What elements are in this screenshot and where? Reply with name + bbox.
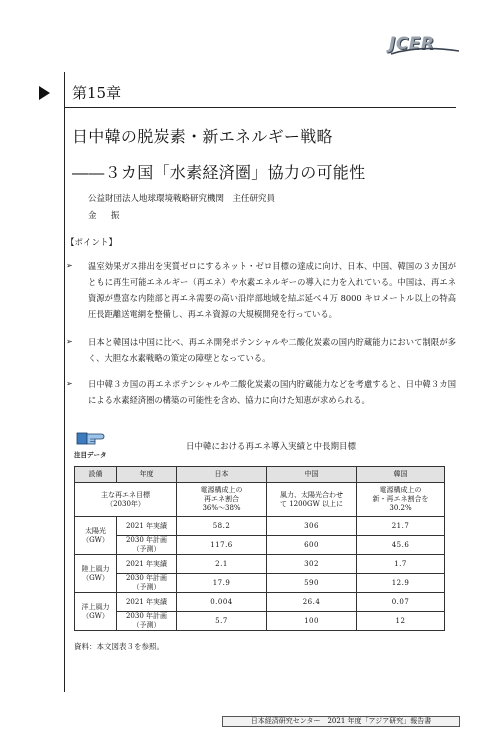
value-cell: 590: [267, 574, 357, 593]
source-note: 資料：本文図表３を参照。: [74, 642, 164, 651]
point-bullet-2: [66, 334, 456, 366]
value-cell: 45.6: [357, 536, 445, 555]
chapter-number: 第15章: [72, 84, 122, 102]
author-affiliation: 公益財団法人地球環境戦略研究機関 主任研究員: [88, 194, 276, 204]
group-label: 太陽光 （GW）: [75, 517, 117, 555]
year-cell: 2030 年計画 （予測）: [117, 574, 177, 593]
value-cell: 600: [267, 536, 357, 555]
value-cell: 0.004: [177, 593, 267, 612]
col-header: 韓国: [357, 467, 445, 483]
target-cell: 電源構成上の 新・再エネ割合を 30.2%: [357, 483, 445, 517]
point-bullet-1: [66, 258, 456, 322]
year-cell: 2030 年計画 （予測）: [117, 612, 177, 631]
renewables-table: [74, 466, 445, 631]
jcer-logo: [389, 34, 461, 54]
title-line-1: 日中韓の脱炭素・新エネルギー戦略: [72, 127, 333, 146]
value-cell: 26.4: [267, 593, 357, 612]
point-bullet-3: [66, 376, 456, 408]
bullet-text: 日本と韓国は中国に比べ、再エネ開発ポテンシャルや二酸化炭素の国内貯蔵能力において制限が多く、大胆な水素戦略の策定の障壁となっている。: [88, 337, 456, 363]
bullet-arrow-icon: ➢: [66, 379, 73, 388]
table-row: [75, 536, 445, 555]
col-header: 設備: [75, 467, 117, 483]
value-cell: 21.7: [357, 517, 445, 536]
value-cell: 5.7: [177, 612, 267, 631]
margin-rule-vertical: [64, 72, 65, 692]
bullet-text: 温室効果ガス排出を実質ゼロにするネット・ゼロ目標の達成に向け、日本、中国、韓国の３カ国がともに再生可能エネルギー（再エネ）や水素エネルギーの導入に力を入れている。中国は、再エネ資源が豊富な内陸部と再エネ需要の高い沿岸部地域を結ぶ延べ４万 8000 キロメートル以上の特高圧長距離送電網を整備し、再エネ資源の大規模開発を行っている。: [88, 261, 456, 319]
table-row: [75, 593, 445, 612]
logo-text: JCER: [389, 34, 435, 54]
bullet-arrow-icon: ➢: [66, 261, 73, 270]
col-header: 年度: [117, 467, 177, 483]
logo-swoosh-icon: [389, 47, 461, 56]
year-cell: 2030 年計画 （予測）: [117, 536, 177, 555]
target-label: 主な再エネ目標 （2030年）: [75, 483, 177, 517]
year-cell: 2021 年実績: [117, 593, 177, 612]
table-row: [75, 574, 445, 593]
value-cell: 117.6: [177, 536, 267, 555]
value-cell: 1.7: [357, 555, 445, 574]
note-data-label: 注目データ: [74, 451, 107, 459]
target-cell: 風力、太陽光合わせ て 1200GW 以上に: [267, 483, 357, 517]
value-cell: 0.07: [357, 593, 445, 612]
col-header: 日本: [177, 467, 267, 483]
table-row: [75, 517, 445, 536]
value-cell: 302: [267, 555, 357, 574]
table-target-row: [75, 483, 445, 517]
chapter-rule-horizontal: [64, 107, 456, 108]
title-line-2: ――３カ国「水素経済圏」協力の可能性: [72, 163, 366, 182]
year-cell: 2021 年実績: [117, 555, 177, 574]
footer-banner: 日本経済研究センター 2021 年度「アジア研究」報告書: [222, 716, 460, 727]
value-cell: 12.9: [357, 574, 445, 593]
year-cell: 2021 年実績: [117, 517, 177, 536]
table-row: [75, 555, 445, 574]
group-label: 洋上風力 （GW）: [75, 593, 117, 631]
bullet-arrow-icon: ➢: [66, 337, 73, 346]
value-cell: 12: [357, 612, 445, 631]
target-cell: 電源構成上の 再エネ割合 36%～38%: [177, 483, 267, 517]
pointing-hand-icon: [76, 429, 106, 447]
table-title: 日中韓における再エネ導入実績と中長期目標: [185, 442, 356, 452]
author-name: 金 振: [88, 211, 123, 221]
bullet-text: 日中韓３カ国の再エネポテンシャルや二酸化炭素の国内貯蔵能力などを考慮すると、日中韓３カ国による水素経済圏の構築の可能性を含め、協力に向けた知恵が求められる。: [88, 379, 456, 405]
table-header-row: [75, 467, 445, 483]
value-cell: 2.1: [177, 555, 267, 574]
group-label: 陸上風力 （GW）: [75, 555, 117, 593]
chapter-arrow-icon: [39, 86, 50, 100]
col-header: 中国: [267, 467, 357, 483]
value-cell: 100: [267, 612, 357, 631]
value-cell: 306: [267, 517, 357, 536]
table-row: [75, 612, 445, 631]
points-heading: 【ポイント】: [66, 238, 118, 248]
value-cell: 17.9: [177, 574, 267, 593]
value-cell: 58.2: [177, 517, 267, 536]
